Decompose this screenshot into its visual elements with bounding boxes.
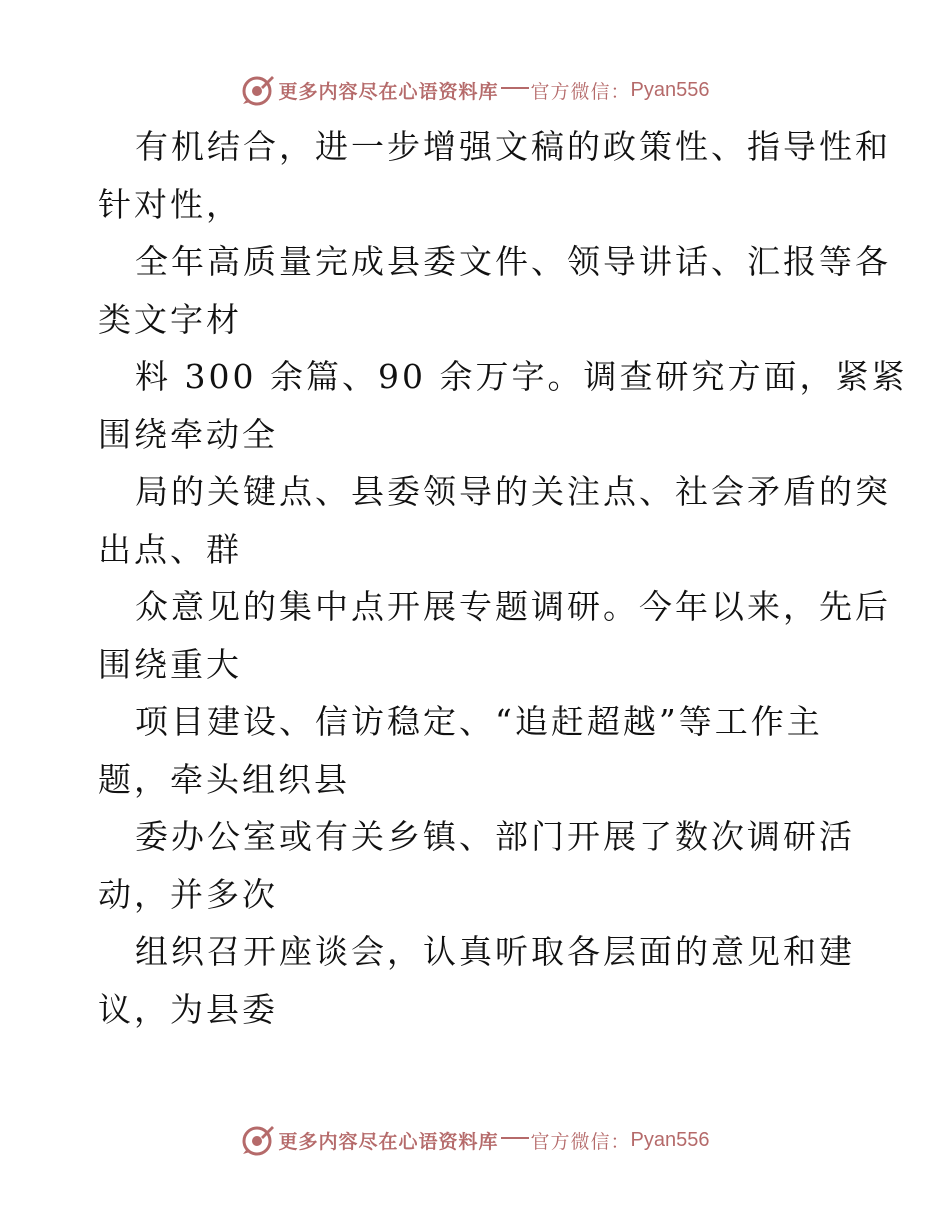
body-line: 动，并多次 (98, 874, 278, 914)
body-line: 组织召开座谈会，认真听取各层面的意见和建 (135, 932, 855, 971)
watermark-wechat-id: Pyan556 (630, 78, 710, 101)
body-line: 委办公室或有关乡镇、部门开展了数次调研活 (135, 817, 855, 856)
body-line: 题，牵头组织县 (98, 759, 350, 799)
watermark-dash (501, 1137, 529, 1139)
body-line: 议，为县委 (98, 989, 278, 1029)
body-line: 出点、群 (98, 529, 242, 569)
body-line: 料 300 余篇、90 余万字。调查研究方面，紧紧 (135, 357, 908, 396)
body-line: 类文字材 (98, 299, 242, 339)
watermark-wechat-id: Pyan556 (630, 1128, 710, 1151)
body-line: 有机结合，进一步增强文稿的政策性、指导性和 (135, 127, 891, 166)
document-body (98, 118, 908, 1038)
watermark-wechat-label: 官方微信： (530, 80, 631, 103)
body-line: 项目建设、信访稳定、“追赶超越”等工作主 (135, 702, 823, 741)
body-line: 围绕重大 (98, 644, 242, 684)
watermark-site-text: 更多内容尽在心语资料库 (278, 1130, 499, 1153)
body-line: 局的关键点、县委领导的关注点、社会矛盾的突 (135, 472, 891, 511)
watermark-site-text: 更多内容尽在心语资料库 (278, 80, 499, 103)
body-line: 围绕牵动全 (98, 414, 278, 454)
watermark-dash (501, 87, 529, 89)
body-line: 众意见的集中点开展专题调研。今年以来，先后 (135, 587, 891, 626)
body-line: 全年高质量完成县委文件、领导讲话、汇报等各 (135, 242, 891, 281)
pen-logo-icon (241, 1123, 275, 1157)
pen-logo-icon (241, 73, 275, 107)
body-line: 针对性， (98, 184, 242, 224)
watermark-wechat-label: 官方微信： (530, 1130, 631, 1153)
watermark-header (0, 73, 950, 107)
watermark-footer (0, 1123, 950, 1157)
